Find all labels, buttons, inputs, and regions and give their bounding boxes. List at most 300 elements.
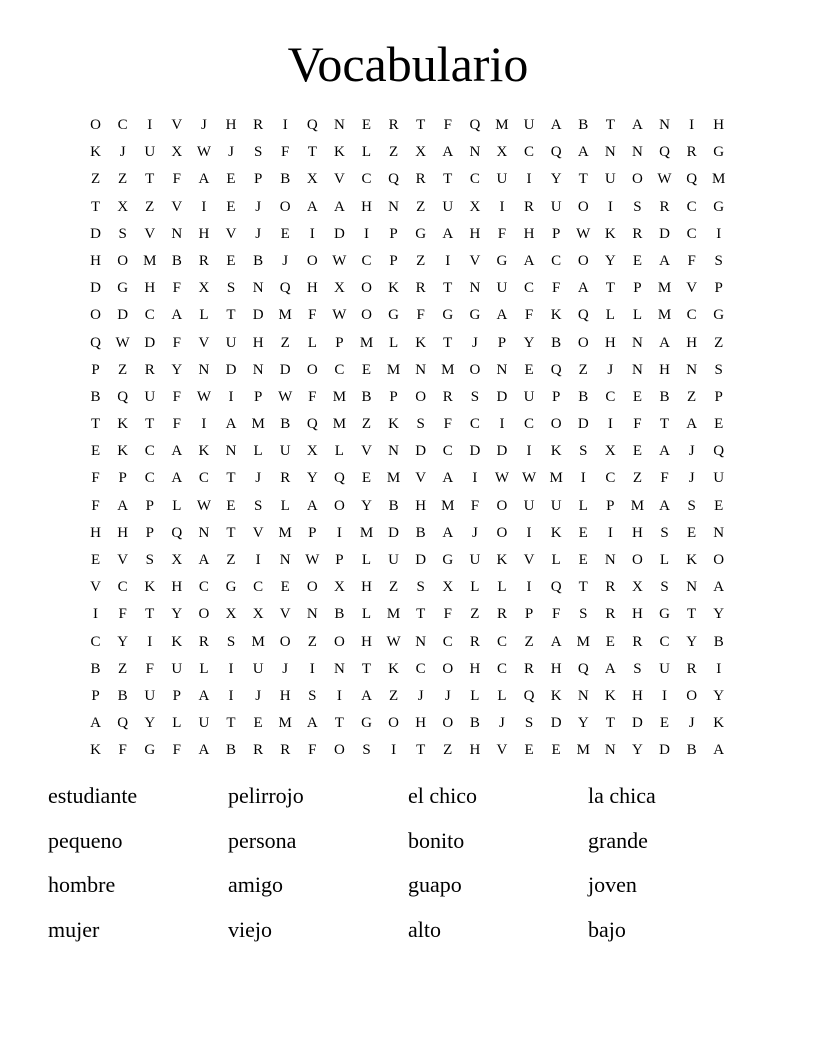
grid-letter: S bbox=[633, 198, 642, 215]
grid-letter: X bbox=[333, 579, 345, 596]
grid-letter: U bbox=[523, 388, 535, 405]
vocabulary-word: guapo bbox=[408, 872, 462, 897]
grid-letter: D bbox=[496, 443, 508, 460]
grid-row bbox=[82, 248, 734, 275]
grid-letter: H bbox=[632, 687, 643, 704]
grid-letter: N bbox=[225, 443, 237, 460]
grid-letter: E bbox=[605, 633, 615, 650]
grid-letter: L bbox=[199, 307, 209, 324]
grid-letter: X bbox=[117, 198, 129, 215]
grid-letter: B bbox=[578, 117, 589, 133]
grid-letter: K bbox=[388, 416, 399, 433]
grid-letter: F bbox=[551, 606, 561, 623]
grid-letter: W bbox=[278, 388, 293, 405]
grid-letter: H bbox=[713, 117, 725, 133]
grid-letter: F bbox=[633, 416, 642, 433]
grid-letter: C bbox=[686, 225, 697, 242]
grid-letter: R bbox=[415, 171, 426, 188]
grid-letter: S bbox=[226, 633, 236, 650]
grid-letter: J bbox=[228, 144, 234, 161]
grid-letter: A bbox=[361, 687, 372, 704]
grid-letter: C bbox=[117, 117, 128, 133]
grid-letter: R bbox=[632, 633, 643, 650]
grid-letter: H bbox=[415, 715, 427, 732]
grid-letter: J bbox=[255, 225, 262, 242]
vocabulary-word: grande bbox=[588, 827, 648, 853]
grid-letter: I bbox=[580, 470, 586, 487]
grid-letter: P bbox=[389, 225, 398, 242]
grid-letter: S bbox=[253, 497, 263, 514]
grid-letter: A bbox=[171, 443, 183, 460]
grid-letter: M bbox=[576, 633, 590, 650]
grid-letter: T bbox=[443, 171, 453, 188]
grid-letter: R bbox=[686, 144, 697, 161]
grid-letter: V bbox=[686, 280, 698, 297]
grid-letter: K bbox=[713, 715, 725, 732]
grid-letter: N bbox=[577, 687, 589, 704]
vocabulary-word: hombre bbox=[48, 872, 116, 897]
grid-letter: P bbox=[551, 225, 561, 242]
grid-letter: U bbox=[550, 497, 562, 514]
grid-letter: Y bbox=[632, 742, 643, 759]
grid-letter: D bbox=[279, 361, 291, 378]
grid-letter: X bbox=[469, 198, 481, 215]
grid-letter: U bbox=[550, 198, 562, 215]
grid-letter: F bbox=[172, 416, 181, 433]
grid-letter: F bbox=[91, 497, 100, 514]
grid-letter: P bbox=[172, 687, 181, 704]
grid-letter: S bbox=[416, 579, 425, 596]
grid-letter: I bbox=[445, 252, 451, 269]
grid-letter: R bbox=[659, 198, 670, 215]
grid-letter: A bbox=[198, 687, 210, 704]
grid-letter: Z bbox=[226, 552, 236, 568]
grid-letter: G bbox=[713, 198, 725, 215]
grid-letter: D bbox=[632, 715, 643, 732]
grid-letter: Z bbox=[145, 198, 155, 215]
grid-letter: A bbox=[659, 443, 670, 460]
grid-letter: E bbox=[524, 742, 534, 759]
grid-letter: D bbox=[388, 524, 399, 541]
grid-letter: I bbox=[363, 225, 369, 242]
grid-letter: L bbox=[307, 334, 317, 351]
grid-letter: E bbox=[551, 742, 561, 759]
grid-letter: C bbox=[551, 252, 562, 269]
grid-letter: R bbox=[144, 361, 155, 378]
grid-letter: A bbox=[198, 552, 210, 568]
grid-letter: I bbox=[201, 198, 207, 215]
grid-letter: M bbox=[630, 497, 645, 514]
grid-letter: C bbox=[361, 171, 372, 188]
grid-letter: N bbox=[604, 742, 616, 759]
grid-letter: P bbox=[335, 552, 344, 568]
grid-letter: S bbox=[362, 742, 371, 759]
grid-letter: F bbox=[443, 416, 452, 433]
grid-letter: G bbox=[713, 144, 725, 161]
grid-letter: J bbox=[471, 334, 478, 351]
grid-letter: S bbox=[579, 606, 588, 623]
grid-letter: F bbox=[308, 388, 317, 405]
grid-letter: Y bbox=[604, 252, 616, 269]
grid-letter: I bbox=[391, 742, 397, 759]
grid-letter: Y bbox=[713, 687, 725, 704]
grid-letter: I bbox=[309, 225, 315, 242]
grid-letter: W bbox=[332, 252, 347, 269]
grid-row bbox=[82, 166, 734, 193]
grid-letter: Q bbox=[713, 443, 725, 460]
grid-letter: N bbox=[686, 579, 698, 596]
grid-letter: T bbox=[578, 171, 588, 188]
grid-letter: Z bbox=[280, 334, 290, 351]
grid-letter: I bbox=[228, 660, 234, 677]
grid-letter: C bbox=[253, 579, 264, 596]
grid-letter: Z bbox=[388, 687, 399, 704]
grid-letter: M bbox=[332, 416, 347, 433]
vocabulary-word: bajo bbox=[588, 916, 626, 942]
grid-letter: O bbox=[632, 171, 643, 188]
grid-letter: I bbox=[526, 171, 532, 188]
grid-letter: D bbox=[90, 225, 101, 242]
grid-letter: V bbox=[415, 470, 427, 487]
grid-letter: V bbox=[279, 606, 291, 623]
grid-letter: H bbox=[550, 660, 562, 677]
grid-letter: A bbox=[523, 252, 535, 269]
grid-letter: R bbox=[469, 633, 480, 650]
grid-letter: C bbox=[198, 579, 209, 596]
grid-letter: Q bbox=[117, 388, 129, 405]
grid-letter: V bbox=[252, 524, 264, 541]
grid-letter: M bbox=[251, 416, 265, 433]
grid-letter: O bbox=[306, 579, 318, 596]
grid-letter: I bbox=[472, 470, 478, 487]
grid-letter: X bbox=[415, 144, 427, 161]
grid-letter: U bbox=[144, 388, 156, 405]
grid-letter: H bbox=[117, 524, 129, 541]
grid-letter: L bbox=[659, 552, 670, 568]
grid-letter: G bbox=[442, 307, 454, 324]
grid-letter: D bbox=[496, 388, 508, 405]
grid-row bbox=[82, 302, 734, 329]
grid-letter: S bbox=[308, 687, 317, 704]
grid-letter: M bbox=[143, 252, 157, 269]
grid-letter: T bbox=[687, 606, 697, 623]
vocabulary-word: persona bbox=[228, 827, 297, 853]
grid-letter: Z bbox=[416, 198, 426, 215]
grid-letter: M bbox=[441, 497, 455, 514]
grid-letter: A bbox=[306, 198, 318, 215]
grid-letter: T bbox=[226, 307, 236, 324]
grid-letter: E bbox=[90, 443, 101, 460]
grid-letter: J bbox=[444, 687, 451, 704]
grid-letter: C bbox=[469, 171, 480, 188]
grid-letter: C bbox=[334, 361, 345, 378]
grid-letter: L bbox=[551, 552, 561, 568]
grid-letter: D bbox=[225, 361, 237, 378]
grid-letter: B bbox=[686, 742, 697, 759]
grid-letter: V bbox=[496, 742, 508, 759]
grid-letter: T bbox=[605, 117, 615, 133]
grid-row bbox=[82, 139, 734, 166]
grid-row bbox=[82, 601, 734, 628]
grid-letter: K bbox=[550, 443, 562, 460]
grid-letter: M bbox=[386, 606, 401, 623]
grid-letter: H bbox=[469, 742, 481, 759]
grid-letter: S bbox=[579, 443, 588, 460]
grid-letter: A bbox=[686, 416, 698, 433]
grid-letter: G bbox=[144, 742, 156, 759]
grid-letter: K bbox=[144, 579, 156, 596]
grid-letter: C bbox=[524, 144, 535, 161]
grid-letter: V bbox=[523, 552, 535, 568]
grid-letter: I bbox=[201, 416, 207, 433]
grid-letter: W bbox=[115, 334, 130, 351]
grid-letter: B bbox=[388, 497, 399, 514]
grid-letter: H bbox=[361, 198, 372, 215]
vocabulary-word: pelirrojo bbox=[228, 783, 304, 808]
grid-letter: F bbox=[91, 470, 100, 487]
grid-letter: O bbox=[686, 687, 698, 704]
grid-letter: T bbox=[307, 144, 317, 161]
grid-letter: O bbox=[306, 252, 318, 269]
grid-letter: D bbox=[252, 307, 264, 324]
grid-letter: E bbox=[280, 225, 290, 242]
grid-letter: C bbox=[686, 307, 697, 324]
grid-row bbox=[82, 330, 734, 357]
grid-letter: D bbox=[90, 280, 101, 297]
grid-letter: U bbox=[496, 280, 508, 297]
grid-letter: B bbox=[578, 388, 589, 405]
grid-letter: N bbox=[469, 280, 481, 297]
grid-letter: E bbox=[714, 497, 724, 514]
grid-letter: I bbox=[336, 687, 342, 704]
grid-letter: D bbox=[659, 742, 670, 759]
grid-letter: X bbox=[442, 579, 454, 596]
grid-letter: G bbox=[117, 280, 129, 297]
grid-letter: E bbox=[578, 552, 588, 568]
grid-letter: F bbox=[172, 388, 181, 405]
grid-letter: F bbox=[687, 252, 696, 269]
grid-letter: L bbox=[497, 687, 507, 704]
grid-letter: J bbox=[255, 470, 262, 487]
grid-letter: T bbox=[145, 416, 155, 433]
grid-letter: M bbox=[359, 334, 374, 351]
grid-letter: Q bbox=[550, 361, 562, 378]
grid-letter: E bbox=[361, 361, 372, 378]
grid-letter: T bbox=[334, 715, 344, 732]
grid-letter: D bbox=[469, 443, 481, 460]
grid-letter: K bbox=[117, 416, 129, 433]
grid-letter: N bbox=[198, 361, 210, 378]
grid-letter: O bbox=[632, 552, 643, 568]
grid-letter: P bbox=[145, 524, 154, 541]
grid-letter: F bbox=[145, 660, 154, 677]
grid-letter: S bbox=[633, 660, 642, 677]
grid-letter: O bbox=[90, 307, 101, 324]
grid-letter: L bbox=[172, 497, 182, 514]
grid-letter: U bbox=[144, 144, 156, 161]
grid-letter: R bbox=[253, 117, 264, 133]
grid-letter: K bbox=[171, 633, 183, 650]
grid-letter: O bbox=[713, 552, 725, 568]
grid-letter: T bbox=[145, 171, 155, 188]
grid-letter: J bbox=[417, 687, 424, 704]
grid-letter: I bbox=[607, 524, 613, 541]
grid-letter: K bbox=[333, 144, 345, 161]
grid-letter: G bbox=[225, 579, 237, 596]
grid-letter: B bbox=[253, 252, 264, 269]
grid-letter: M bbox=[332, 388, 347, 405]
grid-letter: A bbox=[496, 307, 508, 324]
grid-letter: V bbox=[90, 579, 101, 596]
grid-letter: T bbox=[90, 416, 101, 433]
grid-letter: O bbox=[279, 633, 291, 650]
grid-letter: H bbox=[686, 334, 698, 351]
grid-row bbox=[82, 411, 734, 438]
grid-letter: W bbox=[386, 633, 401, 650]
grid-letter: T bbox=[226, 470, 236, 487]
grid-letter: A bbox=[225, 416, 237, 433]
grid-letter: M bbox=[386, 361, 401, 378]
grid-letter: H bbox=[659, 361, 670, 378]
page-title: Vocabulario bbox=[287, 36, 529, 92]
grid-letter: O bbox=[117, 252, 129, 269]
grid-letter: F bbox=[308, 742, 317, 759]
grid-letter: T bbox=[659, 416, 670, 433]
grid-letter: X bbox=[198, 280, 210, 297]
grid-letter: A bbox=[577, 144, 589, 161]
grid-letter: A bbox=[550, 117, 562, 133]
vocabulary-word: alto bbox=[408, 916, 441, 942]
grid-letter: V bbox=[198, 334, 210, 351]
grid-letter: H bbox=[90, 524, 101, 541]
grid-letter: J bbox=[255, 198, 262, 215]
grid-letter: P bbox=[633, 280, 642, 297]
grid-letter: I bbox=[499, 198, 505, 215]
grid-letter: H bbox=[632, 524, 643, 541]
grid-letter: T bbox=[90, 198, 101, 215]
grid-letter: H bbox=[415, 497, 427, 514]
grid-letter: M bbox=[441, 361, 455, 378]
grid-letter: M bbox=[495, 117, 509, 133]
grid-letter: K bbox=[415, 334, 427, 351]
grid-letter: K bbox=[388, 660, 399, 677]
grid-letter: M bbox=[576, 742, 590, 759]
grid-letter: Q bbox=[117, 715, 129, 732]
grid-letter: U bbox=[713, 470, 725, 487]
grid-row bbox=[82, 275, 734, 302]
grid-letter: P bbox=[308, 524, 317, 541]
grid-letter: H bbox=[306, 280, 318, 297]
grid-letter: R bbox=[496, 606, 507, 623]
grid-letter: N bbox=[632, 334, 643, 351]
grid-letter: T bbox=[361, 660, 372, 677]
grid-letter: F bbox=[443, 117, 452, 133]
grid-letter: I bbox=[147, 633, 153, 650]
grid-letter: X bbox=[604, 443, 616, 460]
grid-letter: C bbox=[496, 633, 507, 650]
grid-letter: C bbox=[144, 307, 155, 324]
grid-row bbox=[82, 656, 734, 683]
grid-letter: R bbox=[415, 280, 426, 297]
grid-letter: E bbox=[659, 715, 670, 732]
grid-letter: Y bbox=[550, 171, 562, 188]
grid-letter: U bbox=[144, 687, 156, 704]
vocabulary-word: mujer bbox=[48, 916, 100, 942]
grid-letter: L bbox=[199, 660, 209, 677]
grid-letter: E bbox=[361, 117, 372, 133]
vocabulary-word: joven bbox=[588, 872, 637, 897]
grid-letter: T bbox=[145, 606, 155, 623]
word-search-grid bbox=[82, 112, 734, 765]
grid-letter: I bbox=[336, 524, 342, 541]
grid-letter: Z bbox=[470, 606, 480, 623]
grid-letter: A bbox=[198, 742, 210, 759]
grid-letter: B bbox=[334, 606, 345, 623]
grid-letter: A bbox=[442, 524, 454, 541]
grid-letter: T bbox=[578, 579, 588, 596]
grid-letter: E bbox=[632, 443, 642, 460]
grid-letter: E bbox=[578, 524, 588, 541]
grid-letter: Z bbox=[416, 252, 426, 269]
grid-letter: H bbox=[198, 225, 210, 242]
grid-letter: C bbox=[442, 633, 453, 650]
vocabulary-word: el chico bbox=[408, 783, 478, 808]
grid-letter: Y bbox=[117, 633, 129, 650]
grid-letter: D bbox=[577, 416, 589, 433]
grid-letter: J bbox=[471, 524, 478, 541]
grid-letter: Y bbox=[713, 606, 725, 623]
grid-letter: C bbox=[415, 660, 426, 677]
grid-letter: M bbox=[657, 280, 672, 297]
grid-letter: P bbox=[606, 497, 615, 514]
grid-letter: P bbox=[145, 497, 154, 514]
grid-letter: P bbox=[389, 388, 398, 405]
grid-letter: Q bbox=[333, 470, 345, 487]
grid-letter: N bbox=[333, 117, 345, 133]
grid-letter: M bbox=[251, 633, 265, 650]
grid-letter: X bbox=[306, 171, 318, 188]
grid-letter: W bbox=[196, 144, 211, 161]
grid-letter: P bbox=[524, 606, 534, 623]
grid-letter: V bbox=[333, 171, 345, 188]
grid-letter: X bbox=[252, 606, 264, 623]
grid-letter: K bbox=[388, 280, 399, 297]
grid-letter: A bbox=[550, 633, 562, 650]
grid-letter: O bbox=[550, 416, 562, 433]
grid-letter: Q bbox=[469, 117, 481, 133]
grid-letter: Z bbox=[714, 334, 724, 351]
grid-letter: S bbox=[714, 361, 723, 378]
grid-letter: N bbox=[252, 361, 264, 378]
grid-letter: C bbox=[686, 198, 697, 215]
grid-letter: N bbox=[171, 225, 183, 242]
grid-letter: E bbox=[226, 171, 236, 188]
grid-letter: L bbox=[172, 715, 182, 732]
grid-letter: G bbox=[415, 225, 427, 242]
grid-letter: L bbox=[388, 334, 399, 351]
grid-letter: R bbox=[280, 742, 291, 759]
grid-row bbox=[82, 384, 734, 411]
grid-letter: V bbox=[225, 225, 237, 242]
grid-letter: P bbox=[91, 687, 100, 704]
grid-letter: I bbox=[93, 606, 99, 623]
grid-letter: G bbox=[469, 307, 481, 324]
grid-letter: U bbox=[198, 715, 210, 732]
grid-letter: A bbox=[713, 579, 725, 596]
grid-letter: W bbox=[196, 497, 211, 514]
grid-letter: X bbox=[333, 280, 345, 297]
grid-letter: I bbox=[607, 416, 613, 433]
